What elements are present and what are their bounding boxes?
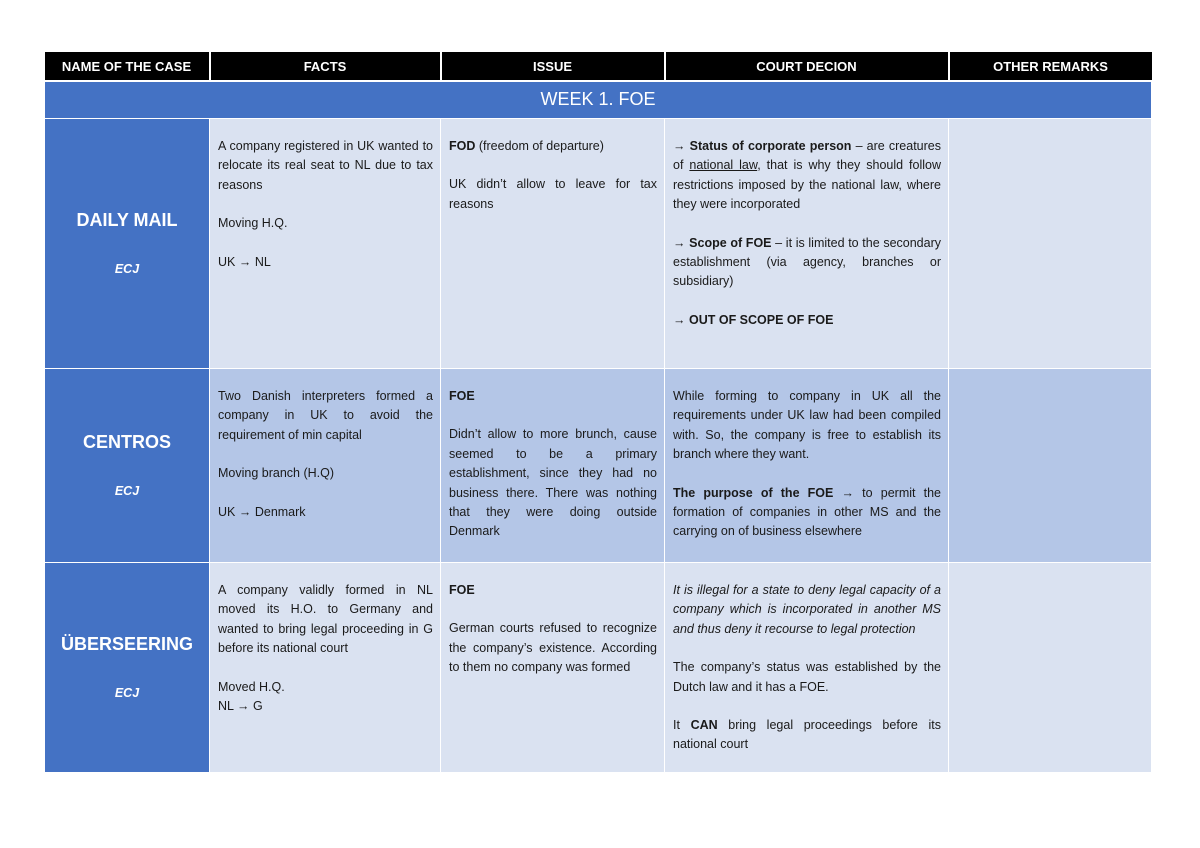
issue-cell [441, 563, 665, 773]
header-court-decision: COURT DECION [665, 52, 949, 81]
issue-text: UK didn’t allow to leave for tax reasons [449, 177, 657, 211]
case-row-daily-mail [45, 119, 1152, 369]
issue-text: German courts refused to recognize the company’s existence. According to them no company was formed [449, 621, 657, 675]
decision-paragraph-1: It is illegal for a state to deny legal capacity of a company which is incorporated in another MS and thus deny it recourse to legal protection [673, 583, 941, 636]
route-from: UK [218, 254, 236, 269]
decision-paragraph-1: → Status of corporate person – are creatures of national law, that is why they should follow restrictions imposed by the national law, where they were incorporated [673, 139, 942, 212]
case-name-cell [45, 369, 210, 563]
facts-cell [210, 119, 441, 369]
issue-cell [441, 369, 665, 563]
case-row-uberseering [45, 563, 1152, 773]
week-row [45, 81, 1152, 119]
arrow-right-icon: → [238, 504, 252, 519]
issue-label: FOE [449, 583, 475, 597]
case-name-cell [45, 119, 210, 369]
facts-move: Moving H.Q. [218, 216, 288, 231]
case-row-centros [45, 369, 1152, 563]
arrow-right-icon: → [237, 699, 250, 714]
case-name: ÜBERSEERING [60, 633, 194, 654]
case-name: CENTROS [82, 431, 171, 452]
court-label: ECJ [114, 483, 140, 498]
arrow-right-icon: → [238, 254, 252, 269]
facts-description: A company registered in UK wanted to relocate its real seat to NL due to tax reasons [218, 139, 433, 192]
facts-route [218, 697, 433, 716]
facts-cell [210, 563, 441, 773]
facts-move: Moved H.Q. [218, 679, 285, 694]
header-facts: FACTS [210, 52, 441, 81]
decision-paragraph-2: The company’s status was established by the Dutch law and it has a FOE. [673, 660, 941, 694]
route-to: G [252, 699, 263, 714]
issue-text: Didn’t allow to more brunch, cause seemed to be a primary establishment, since they had no business there. There was nothing that they were doing outside Denmark [449, 427, 657, 539]
decision-paragraph-1: While forming to company in UK all the requirements under UK law had been compiled with. So, the company is free to establish its branch where they want. [673, 389, 941, 462]
decision-cell [665, 563, 949, 773]
route-to: NL [254, 254, 271, 269]
case-name: DAILY MAIL [76, 209, 178, 230]
facts-move: Moving branch (H.Q) [218, 466, 335, 481]
issue-cell [441, 119, 665, 369]
case-table-sheet [44, 52, 1151, 773]
case-name-cell [45, 563, 210, 773]
court-label: ECJ [114, 261, 140, 276]
remarks-cell [949, 119, 1152, 369]
facts-cell [210, 369, 441, 563]
route-from: NL [218, 699, 234, 714]
facts-route [218, 253, 433, 272]
header-issue: ISSUE [441, 52, 665, 81]
decision-cell [665, 119, 949, 369]
court-label: ECJ [114, 685, 140, 700]
header-other-remarks: OTHER REMARKS [949, 52, 1152, 81]
decision-paragraph-2: The purpose of the FOE → to permit the formation of companies in other MS and the carrying on of business elsewhere [673, 485, 942, 539]
arrow-right-icon: → [841, 485, 855, 500]
week-title: WEEK 1. FOE [45, 81, 1152, 119]
facts-description: A company validly formed in NL moved its H.O. to Germany and wanted to bring legal proceeding in G before its national court [218, 583, 433, 656]
arrow-right-icon: → [673, 235, 686, 250]
route-from: UK [218, 504, 236, 519]
decision-paragraph-3: It CAN bring legal proceedings before its national court [673, 718, 941, 752]
issue-label: FOE [449, 389, 475, 403]
arrow-right-icon: → [673, 139, 686, 153]
decision-cell [665, 369, 949, 563]
arrow-right-icon: → [673, 312, 686, 327]
facts-description: Two Danish interpreters formed a company in UK to avoid the requirement of min capital [218, 389, 433, 442]
issue-label: FOD (freedom of departure) [449, 139, 604, 153]
header-row [45, 52, 1152, 81]
facts-route [218, 503, 433, 522]
decision-paragraph-2: → Scope of FOE – it is limited to the secondary establishment (via agency, branches or subsidiary) [673, 235, 941, 289]
decision-paragraph-3: → OUT OF SCOPE OF FOE [673, 312, 834, 327]
case-table [44, 52, 1152, 773]
remarks-cell [949, 563, 1152, 773]
route-to: Denmark [254, 504, 306, 519]
header-case-name: NAME OF THE CASE [45, 52, 210, 81]
remarks-cell [949, 369, 1152, 563]
